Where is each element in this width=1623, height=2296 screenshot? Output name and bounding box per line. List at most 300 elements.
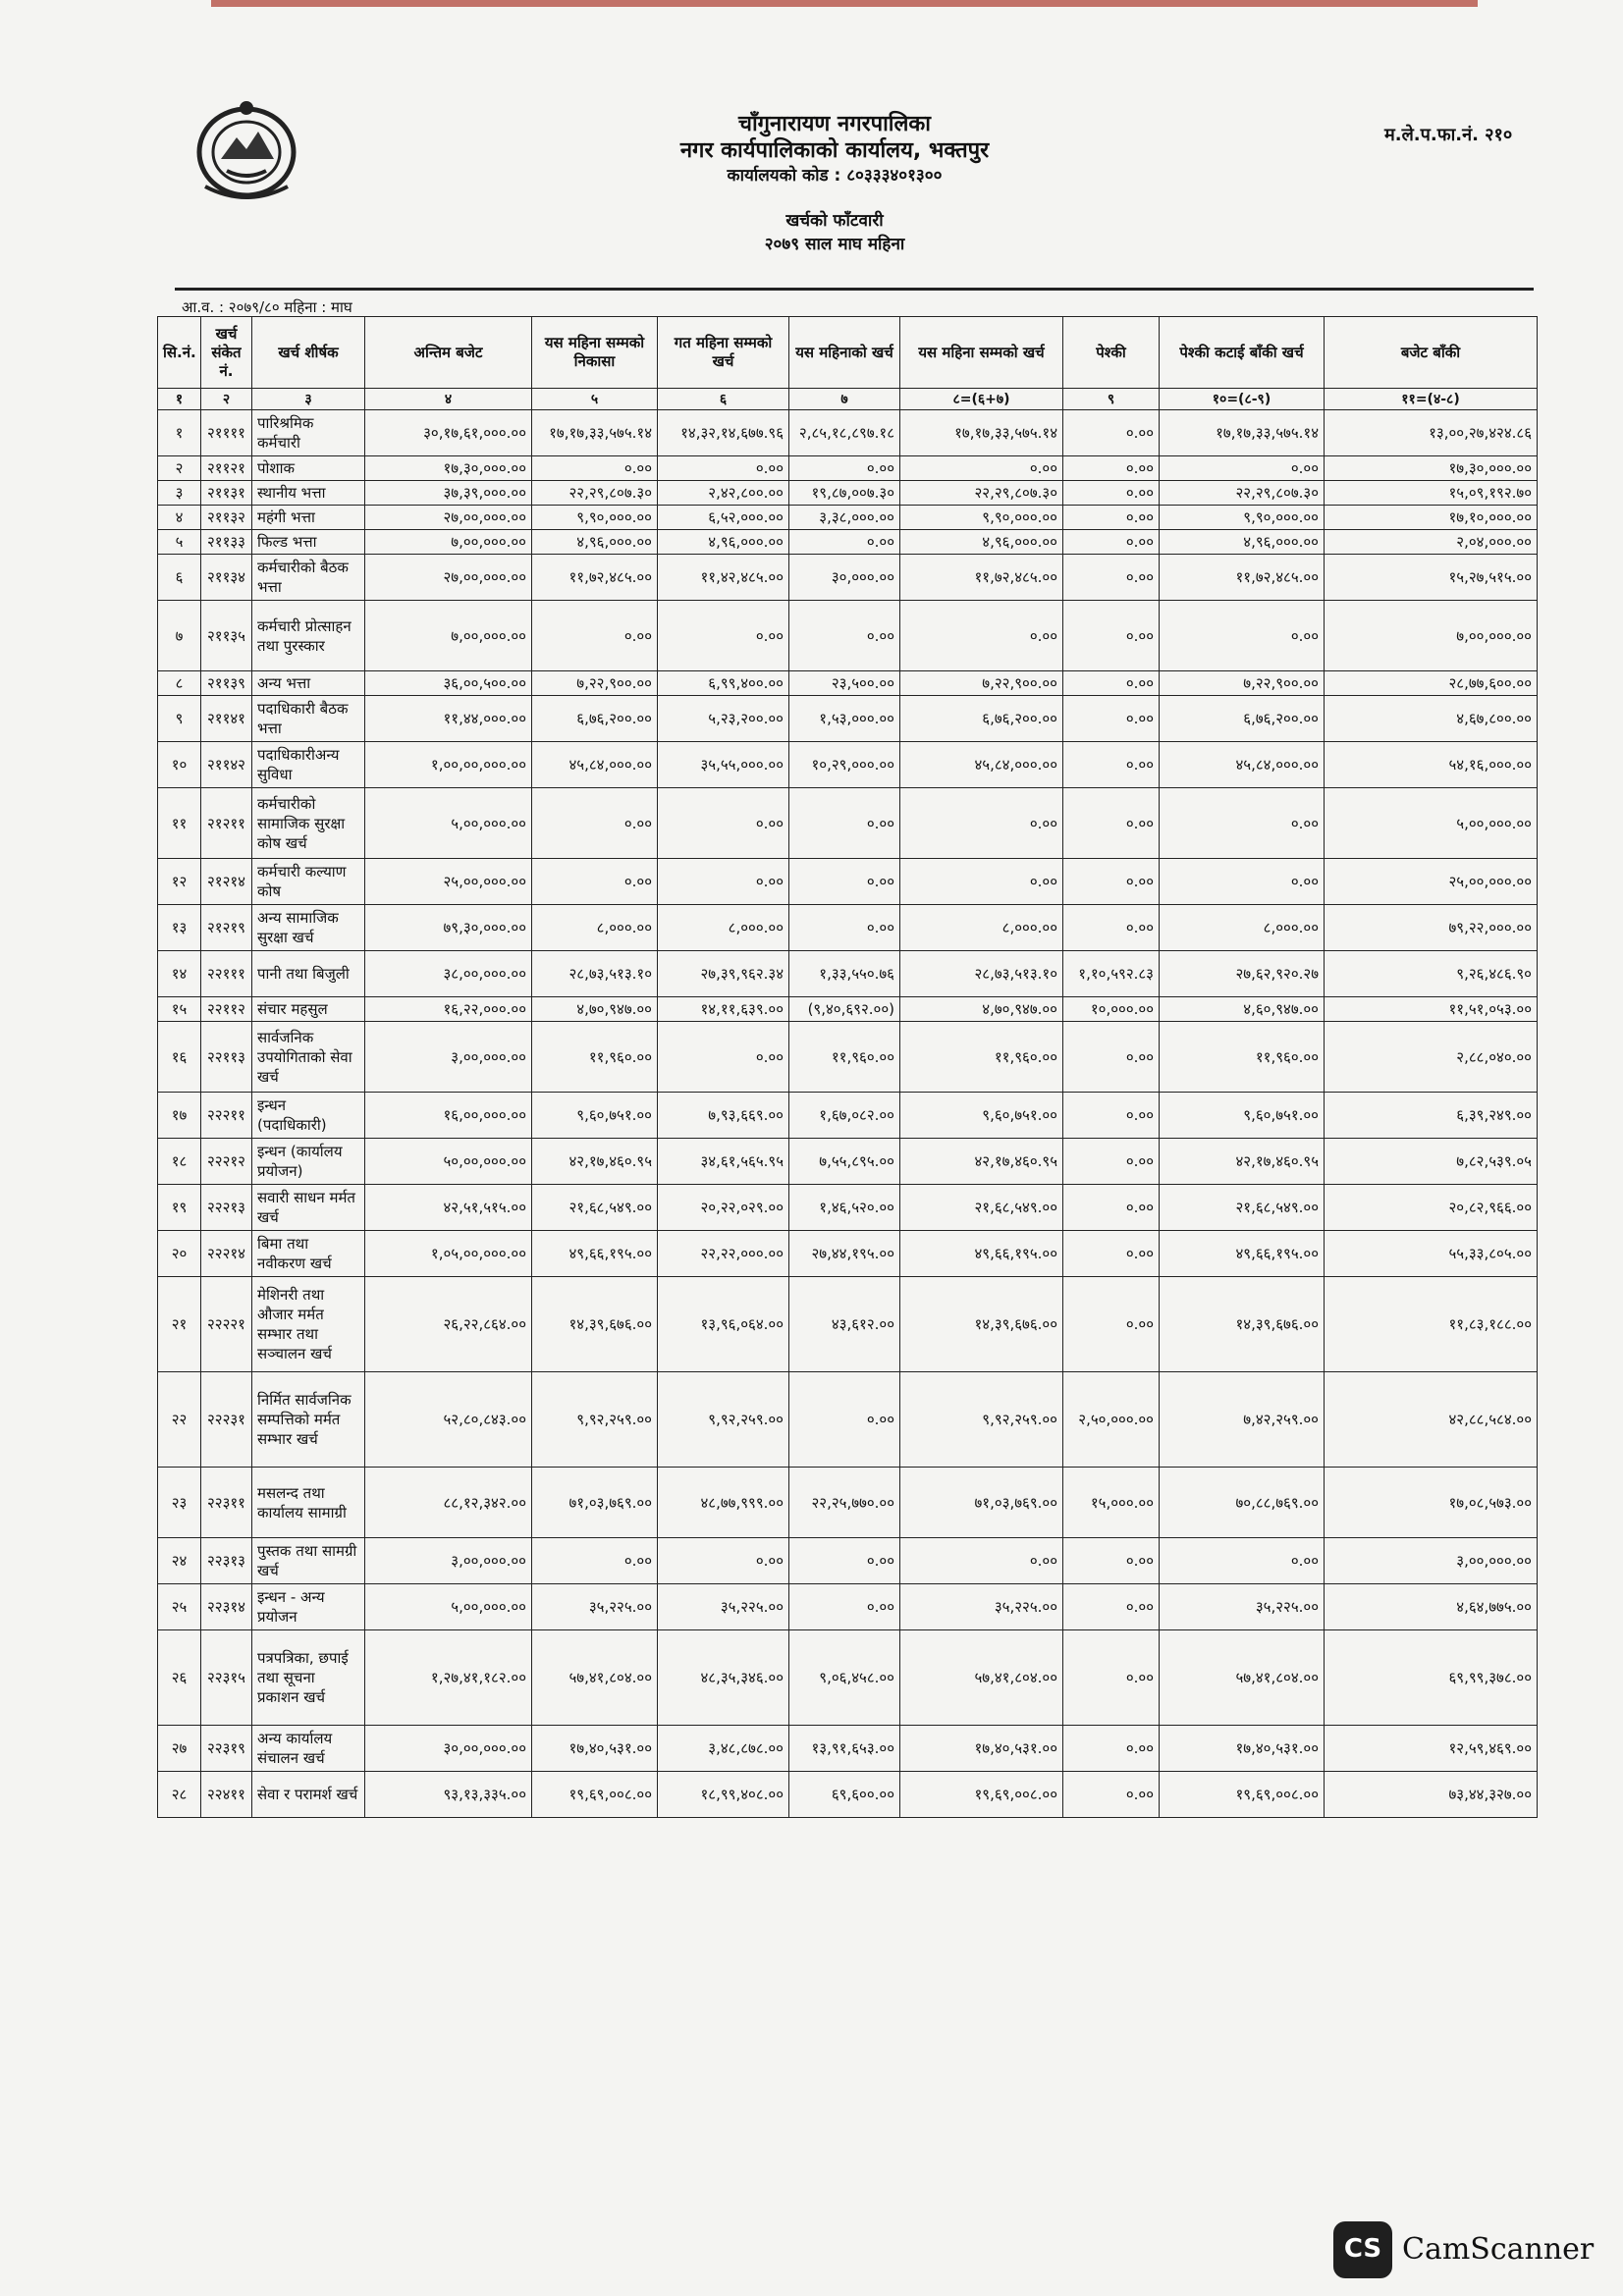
amount-cell: ८,०००.००: [900, 905, 1063, 951]
amount-cell: २७,००,०००.००: [365, 555, 532, 601]
table-row: [158, 1630, 1538, 1726]
document-header: [589, 111, 1080, 256]
heading-cell: इन्धन (पदाधिकारी): [252, 1093, 365, 1139]
amount-cell: २८,७३,५१३.१०: [900, 951, 1063, 997]
amount-cell: ४,९६,०००.००: [900, 530, 1063, 555]
serial-cell: ७: [158, 601, 201, 671]
amount-cell: ७,८२,५३९.०५: [1325, 1139, 1538, 1185]
heading-cell: फिल्ड भत्ता: [252, 530, 365, 555]
code-cell: २२२१३: [201, 1185, 252, 1231]
amount-cell: २१,६८,५४९.००: [900, 1185, 1063, 1231]
amount-cell: १४,३२,१४,६७७.९६: [658, 410, 789, 456]
amount-cell: ०.००: [1063, 1584, 1160, 1630]
table-row: [158, 481, 1538, 506]
amount-cell: ०.००: [532, 601, 658, 671]
header-divider: [175, 288, 1534, 291]
table-row: [158, 1277, 1538, 1372]
code-cell: २२११३: [201, 1022, 252, 1093]
heading-cell: पत्रपत्रिका, छपाई तथा सूचना प्रकाशन खर्च: [252, 1630, 365, 1726]
code-cell: २२१११: [201, 951, 252, 997]
code-cell: २११३९: [201, 671, 252, 696]
serial-cell: १०: [158, 742, 201, 788]
heading-cell: स्थानीय भत्ता: [252, 481, 365, 506]
amount-cell: १,०५,००,०००.००: [365, 1231, 532, 1277]
municipality-name: चाँगुनारायण नगरपालिका: [738, 112, 931, 136]
amount-cell: १४,३९,६७६.००: [900, 1277, 1063, 1372]
amount-cell: ११,७२,४८५.००: [1160, 555, 1325, 601]
serial-cell: १: [158, 410, 201, 456]
index-cell: १०=(८-९): [1160, 389, 1325, 410]
amount-cell: ७३,४४,३२७.००: [1325, 1772, 1538, 1818]
code-cell: २११११: [201, 410, 252, 456]
amount-cell: ३,००,०००.००: [1325, 1538, 1538, 1584]
amount-cell: (९,४०,६९२.००): [789, 997, 900, 1022]
amount-cell: ११,७२,४८५.००: [532, 555, 658, 601]
code-cell: २२२१४: [201, 1231, 252, 1277]
document-period: २०७९ साल माघ महिना: [764, 235, 905, 254]
amount-cell: ०.००: [532, 1538, 658, 1584]
amount-cell: २२,२५,७७०.००: [789, 1468, 900, 1538]
amount-cell: १९,८७,००७.३०: [789, 481, 900, 506]
amount-cell: ०.००: [1160, 1538, 1325, 1584]
table-row: [158, 671, 1538, 696]
amount-cell: ४८,३५,३४६.००: [658, 1630, 789, 1726]
amount-cell: १५,०००.००: [1063, 1468, 1160, 1538]
amount-cell: ९,९२,२५९.००: [900, 1372, 1063, 1468]
amount-cell: ४२,१७,४६०.९५: [1160, 1139, 1325, 1185]
amount-cell: ०.००: [658, 601, 789, 671]
serial-cell: १८: [158, 1139, 201, 1185]
amount-cell: ०.००: [1063, 1726, 1160, 1772]
amount-cell: ९,०६,४५८.००: [789, 1630, 900, 1726]
code-cell: २२२२१: [201, 1277, 252, 1372]
amount-cell: ०.००: [789, 530, 900, 555]
amount-cell: ५,२३,२००.००: [658, 696, 789, 742]
heading-cell: पुस्तक तथा सामग्री खर्च: [252, 1538, 365, 1584]
camscanner-logo-icon: CS: [1333, 2221, 1392, 2278]
index-cell: ८=(६+७): [900, 389, 1063, 410]
amount-cell: १,५३,०००.००: [789, 696, 900, 742]
amount-cell: १३,९६,०६४.००: [658, 1277, 789, 1372]
amount-cell: ५,००,०००.००: [1325, 788, 1538, 859]
amount-cell: १७,१७,३३,५७५.१४: [1160, 410, 1325, 456]
heading-cell: कर्मचारी प्रोत्साहन तथा पुरस्कार: [252, 601, 365, 671]
amount-cell: ०.००: [1063, 1231, 1160, 1277]
amount-cell: ०.००: [900, 859, 1063, 905]
amount-cell: ३५,५५,०००.००: [658, 742, 789, 788]
camscanner-text: CamScanner: [1402, 2232, 1595, 2267]
serial-cell: ६: [158, 555, 201, 601]
amount-cell: १८,९९,४०८.००: [658, 1772, 789, 1818]
amount-cell: ७,२२,९००.००: [1160, 671, 1325, 696]
amount-cell: १६,००,०००.००: [365, 1093, 532, 1139]
index-cell: ९: [1063, 389, 1160, 410]
amount-cell: १४,११,६३९.००: [658, 997, 789, 1022]
col-header: खर्च शीर्षक: [252, 317, 365, 389]
serial-cell: २: [158, 456, 201, 481]
expenditure-table: [157, 316, 1538, 1818]
amount-cell: ०.००: [1160, 859, 1325, 905]
code-cell: २११३१: [201, 481, 252, 506]
amount-cell: ०.००: [1063, 1538, 1160, 1584]
form-number: म.ले.प.फा.नं. २१०: [1384, 125, 1513, 145]
amount-cell: ७,००,०००.००: [365, 530, 532, 555]
heading-cell: सवारी साधन मर्मत खर्च: [252, 1185, 365, 1231]
amount-cell: १७,१०,०००.००: [1325, 506, 1538, 530]
amount-cell: ९,२६,४८६.९०: [1325, 951, 1538, 997]
code-cell: २११३५: [201, 601, 252, 671]
heading-cell: कर्मचारीको बैठक भत्ता: [252, 555, 365, 601]
amount-cell: ९३,१३,३३५.००: [365, 1772, 532, 1818]
col-header: यस महिना सम्मको निकासा: [532, 317, 658, 389]
amount-cell: ०.००: [1063, 1022, 1160, 1093]
amount-cell: ४,९६,०००.००: [658, 530, 789, 555]
serial-cell: २८: [158, 1772, 201, 1818]
amount-cell: ०.००: [1160, 788, 1325, 859]
serial-cell: २४: [158, 1538, 201, 1584]
amount-cell: १९,६९,००८.००: [900, 1772, 1063, 1818]
serial-cell: १६: [158, 1022, 201, 1093]
amount-cell: ४५,८४,०००.००: [900, 742, 1063, 788]
amount-cell: ५,००,०००.००: [365, 1584, 532, 1630]
amount-cell: ४,६४,७७५.००: [1325, 1584, 1538, 1630]
amount-cell: ८८,१२,३४२.००: [365, 1468, 532, 1538]
table-row: [158, 1372, 1538, 1468]
table-row: [158, 555, 1538, 601]
amount-cell: ७१,०३,७६९.००: [900, 1468, 1063, 1538]
amount-cell: ०.००: [1063, 1772, 1160, 1818]
amount-cell: ३,००,०००.००: [365, 1022, 532, 1093]
table-row: [158, 1185, 1538, 1231]
amount-cell: ०.००: [1063, 456, 1160, 481]
amount-cell: २१,६८,५४९.००: [1160, 1185, 1325, 1231]
amount-cell: २६,२२,८६४.००: [365, 1277, 532, 1372]
amount-cell: २७,३९,९६२.३४: [658, 951, 789, 997]
amount-cell: ७,००,०००.००: [1325, 601, 1538, 671]
amount-cell: ०.००: [1063, 1139, 1160, 1185]
amount-cell: ४,६७,८००.००: [1325, 696, 1538, 742]
amount-cell: २५,००,०००.००: [365, 859, 532, 905]
serial-cell: २०: [158, 1231, 201, 1277]
amount-cell: १४,३९,६७६.००: [1160, 1277, 1325, 1372]
code-cell: २२२३१: [201, 1372, 252, 1468]
amount-cell: ३,३८,०००.००: [789, 506, 900, 530]
column-index-row: [158, 389, 1538, 410]
serial-cell: २७: [158, 1726, 201, 1772]
amount-cell: ०.००: [532, 456, 658, 481]
heading-cell: पदाधिकारीअन्य सुविधा: [252, 742, 365, 788]
code-cell: २२३१५: [201, 1630, 252, 1726]
amount-cell: ७,२२,९००.००: [900, 671, 1063, 696]
amount-cell: ०.००: [1063, 788, 1160, 859]
amount-cell: ०.००: [658, 1538, 789, 1584]
amount-cell: १,१०,५९२.८३: [1063, 951, 1160, 997]
amount-cell: ३,४८,८७८.००: [658, 1726, 789, 1772]
amount-cell: ४२,८८,५८४.००: [1325, 1372, 1538, 1468]
amount-cell: २८,७३,५१३.१०: [532, 951, 658, 997]
amount-cell: २७,४४,१९५.००: [789, 1231, 900, 1277]
amount-cell: ९,९२,२५९.००: [532, 1372, 658, 1468]
serial-cell: १३: [158, 905, 201, 951]
document-title: खर्चको फाँटवारी: [785, 211, 884, 231]
code-cell: २११३२: [201, 506, 252, 530]
amount-cell: १०,०००.००: [1063, 997, 1160, 1022]
serial-cell: २१: [158, 1277, 201, 1372]
table-header-row: [158, 317, 1538, 389]
index-cell: ३: [252, 389, 365, 410]
index-cell: ५: [532, 389, 658, 410]
amount-cell: ६,७६,२००.००: [900, 696, 1063, 742]
table-row: [158, 1726, 1538, 1772]
amount-cell: ४५,८४,०००.००: [532, 742, 658, 788]
heading-cell: इन्धन - अन्य प्रयोजन: [252, 1584, 365, 1630]
amount-cell: ११,९६०.००: [532, 1022, 658, 1093]
index-cell: ४: [365, 389, 532, 410]
amount-cell: ७९,३०,०००.००: [365, 905, 532, 951]
amount-cell: ७०,८८,७६९.००: [1160, 1468, 1325, 1538]
government-emblem-icon: [191, 98, 301, 201]
amount-cell: ९,६०,७५१.००: [532, 1093, 658, 1139]
office-name: नगर कार्यपालिकाको कार्यालय, भक्तपुर: [679, 138, 990, 163]
amount-cell: ५७,४१,८०४.००: [532, 1630, 658, 1726]
amount-cell: ५७,४१,८०४.००: [900, 1630, 1063, 1726]
amount-cell: ११,९६०.००: [789, 1022, 900, 1093]
amount-cell: ४२,१७,४६०.९५: [900, 1139, 1063, 1185]
index-cell: ६: [658, 389, 789, 410]
amount-cell: ११,७२,४८५.००: [900, 555, 1063, 601]
amount-cell: ०.००: [1063, 481, 1160, 506]
fiscal-year-label: आ.व. : २०७९/८० महिना : माघ: [182, 298, 352, 316]
code-cell: २२२११: [201, 1093, 252, 1139]
amount-cell: ९,६०,७५१.००: [900, 1093, 1063, 1139]
code-cell: २१२१९: [201, 905, 252, 951]
table-row: [158, 601, 1538, 671]
amount-cell: ५५,३३,८०५.००: [1325, 1231, 1538, 1277]
amount-cell: १०,२९,०००.००: [789, 742, 900, 788]
amount-cell: १७,४०,५३१.००: [1160, 1726, 1325, 1772]
index-cell: ७: [789, 389, 900, 410]
index-cell: ११=(४-८): [1325, 389, 1538, 410]
heading-cell: पदाधिकारी बैठक भत्ता: [252, 696, 365, 742]
table-row: [158, 788, 1538, 859]
amount-cell: १३,९१,६५३.००: [789, 1726, 900, 1772]
table-row: [158, 1231, 1538, 1277]
amount-cell: १७,१७,३३,५७५.१४: [532, 410, 658, 456]
table-row: [158, 696, 1538, 742]
amount-cell: १,२७,४१,१८२.००: [365, 1630, 532, 1726]
serial-cell: २६: [158, 1630, 201, 1726]
code-cell: २१२११: [201, 788, 252, 859]
heading-cell: सार्वजनिक उपयोगिताको सेवा खर्च: [252, 1022, 365, 1093]
amount-cell: ०.००: [1063, 671, 1160, 696]
index-cell: १: [158, 389, 201, 410]
amount-cell: ०.००: [532, 859, 658, 905]
code-cell: २२३११: [201, 1468, 252, 1538]
amount-cell: २०,८२,९६६.००: [1325, 1185, 1538, 1231]
amount-cell: ७,९३,६६९.००: [658, 1093, 789, 1139]
amount-cell: ०.००: [789, 788, 900, 859]
amount-cell: १६,२२,०००.००: [365, 997, 532, 1022]
amount-cell: ०.००: [1063, 1277, 1160, 1372]
heading-cell: कर्मचारीको सामाजिक सुरक्षा कोष खर्च: [252, 788, 365, 859]
amount-cell: १,३३,५५०.७६: [789, 951, 900, 997]
amount-cell: ०.००: [1063, 905, 1160, 951]
amount-cell: ५४,१६,०००.००: [1325, 742, 1538, 788]
col-header: पेश्की कटाई बाँकी खर्च: [1160, 317, 1325, 389]
heading-cell: मसलन्द तथा कार्यालय सामाग्री: [252, 1468, 365, 1538]
amount-cell: २,४२,८००.००: [658, 481, 789, 506]
amount-cell: १,००,००,०००.००: [365, 742, 532, 788]
amount-cell: ५,००,०००.००: [365, 788, 532, 859]
col-header: यस महिनाको खर्च: [789, 317, 900, 389]
col-header: अन्तिम बजेट: [365, 317, 532, 389]
amount-cell: ९,९०,०००.००: [900, 506, 1063, 530]
amount-cell: ३४,६१,५६५.९५: [658, 1139, 789, 1185]
amount-cell: ४९,६६,१९५.००: [900, 1231, 1063, 1277]
amount-cell: १९,६९,००८.००: [1160, 1772, 1325, 1818]
table-row: [158, 997, 1538, 1022]
amount-cell: ०.००: [1160, 601, 1325, 671]
serial-cell: ८: [158, 671, 201, 696]
amount-cell: ३६,००,५००.००: [365, 671, 532, 696]
amount-cell: ५२,८०,८४३.००: [365, 1372, 532, 1468]
office-code: कार्यालयको कोड : ८०३३३४०१३००: [727, 166, 943, 186]
amount-cell: १९,६९,००८.००: [532, 1772, 658, 1818]
amount-cell: ०.००: [658, 456, 789, 481]
amount-cell: २२,२९,८०७.३०: [1160, 481, 1325, 506]
amount-cell: २,५०,०००.००: [1063, 1372, 1160, 1468]
amount-cell: ०.००: [658, 859, 789, 905]
amount-cell: ४९,६६,१९५.००: [1160, 1231, 1325, 1277]
heading-cell: अन्य भत्ता: [252, 671, 365, 696]
amount-cell: ५०,००,०००.००: [365, 1139, 532, 1185]
amount-cell: ३,००,०००.००: [365, 1538, 532, 1584]
heading-cell: इन्धन (कार्यालय प्रयोजन): [252, 1139, 365, 1185]
amount-cell: ६,७६,२००.००: [1160, 696, 1325, 742]
col-header: सि.नं.: [158, 317, 201, 389]
code-cell: २११३४: [201, 555, 252, 601]
code-cell: २२४११: [201, 1772, 252, 1818]
amount-cell: ६,७६,२००.००: [532, 696, 658, 742]
amount-cell: ४५,८४,०००.००: [1160, 742, 1325, 788]
amount-cell: ७१,०३,७६९.००: [532, 1468, 658, 1538]
amount-cell: ०.००: [658, 1022, 789, 1093]
amount-cell: ०.००: [1160, 456, 1325, 481]
amount-cell: ०.००: [789, 601, 900, 671]
amount-cell: ३५,२२५.००: [900, 1584, 1063, 1630]
amount-cell: ४२,१७,४६०.९५: [532, 1139, 658, 1185]
amount-cell: ४३,६१२.००: [789, 1277, 900, 1372]
amount-cell: २२,२९,८०७.३०: [900, 481, 1063, 506]
serial-cell: २३: [158, 1468, 201, 1538]
heading-cell: कर्मचारी कल्याण कोष: [252, 859, 365, 905]
table-row: [158, 530, 1538, 555]
table-row: [158, 506, 1538, 530]
amount-cell: ३५,२२५.००: [658, 1584, 789, 1630]
amount-cell: १७,३०,०००.००: [1325, 456, 1538, 481]
col-header: बजेट बाँकी: [1325, 317, 1538, 389]
amount-cell: २,८५,१८,८९७.१८: [789, 410, 900, 456]
code-cell: २२११२: [201, 997, 252, 1022]
amount-cell: ११,९६०.००: [900, 1022, 1063, 1093]
amount-cell: १४,३९,६७६.००: [532, 1277, 658, 1372]
table-row: [158, 456, 1538, 481]
code-cell: २११२१: [201, 456, 252, 481]
amount-cell: १५,२७,५१५.००: [1325, 555, 1538, 601]
amount-cell: १७,०८,५७३.००: [1325, 1468, 1538, 1538]
serial-cell: ५: [158, 530, 201, 555]
amount-cell: ५७,४१,८०४.००: [1160, 1630, 1325, 1726]
amount-cell: ४,७०,९४७.००: [532, 997, 658, 1022]
heading-cell: पानी तथा बिजुली: [252, 951, 365, 997]
code-cell: २२३१४: [201, 1584, 252, 1630]
code-cell: २२३१९: [201, 1726, 252, 1772]
amount-cell: ९,९०,०००.००: [532, 506, 658, 530]
serial-cell: ९: [158, 696, 201, 742]
heading-cell: अन्य कार्यालय संचालन खर्च: [252, 1726, 365, 1772]
serial-cell: ३: [158, 481, 201, 506]
table-row: [158, 1093, 1538, 1139]
amount-cell: ११,८३,१८८.००: [1325, 1277, 1538, 1372]
amount-cell: २१,६८,५४९.००: [532, 1185, 658, 1231]
amount-cell: ७,२२,९००.००: [532, 671, 658, 696]
amount-cell: ११,९६०.००: [1160, 1022, 1325, 1093]
serial-cell: १४: [158, 951, 201, 997]
amount-cell: ८,०००.००: [658, 905, 789, 951]
amount-cell: ०.००: [789, 456, 900, 481]
amount-cell: ०.००: [1063, 410, 1160, 456]
col-header: गत महिना सम्मको खर्च: [658, 317, 789, 389]
amount-cell: ०.००: [900, 601, 1063, 671]
amount-cell: ०.००: [1063, 530, 1160, 555]
amount-cell: ०.००: [1063, 1093, 1160, 1139]
table-row: [158, 859, 1538, 905]
amount-cell: २०,२२,०२९.००: [658, 1185, 789, 1231]
amount-cell: ४८,७७,९९९.००: [658, 1468, 789, 1538]
col-header: पेश्की: [1063, 317, 1160, 389]
scan-top-edge: [211, 0, 1478, 7]
amount-cell: ९,९०,०००.००: [1160, 506, 1325, 530]
serial-cell: ४: [158, 506, 201, 530]
heading-cell: महंगी भत्ता: [252, 506, 365, 530]
serial-cell: १५: [158, 997, 201, 1022]
amount-cell: ४,७०,९४७.००: [900, 997, 1063, 1022]
amount-cell: ०.००: [789, 1538, 900, 1584]
amount-cell: ०.००: [1063, 555, 1160, 601]
heading-cell: मेशिनरी तथा औजार मर्मत सम्भार तथा सञ्चालन खर्च: [252, 1277, 365, 1372]
table-row: [158, 1022, 1538, 1093]
table-row: [158, 1139, 1538, 1185]
amount-cell: ०.००: [532, 788, 658, 859]
amount-cell: ३०,०००.००: [789, 555, 900, 601]
col-header: यस महिना सम्मको खर्च: [900, 317, 1063, 389]
amount-cell: २२,२२,०००.००: [658, 1231, 789, 1277]
table-row: [158, 951, 1538, 997]
index-cell: २: [201, 389, 252, 410]
amount-cell: ०.००: [1063, 1630, 1160, 1726]
code-cell: २२२१२: [201, 1139, 252, 1185]
amount-cell: ९,९२,२५९.००: [658, 1372, 789, 1468]
table-row: [158, 1772, 1538, 1818]
amount-cell: ६९,९९,३७८.००: [1325, 1630, 1538, 1726]
col-header: खर्च संकेत नं.: [201, 317, 252, 389]
amount-cell: ०.००: [1063, 506, 1160, 530]
amount-cell: ४,९६,०००.००: [532, 530, 658, 555]
amount-cell: ११,४४,०००.००: [365, 696, 532, 742]
amount-cell: १७,४०,५३१.००: [900, 1726, 1063, 1772]
amount-cell: ०.००: [1063, 742, 1160, 788]
table-row: [158, 1584, 1538, 1630]
